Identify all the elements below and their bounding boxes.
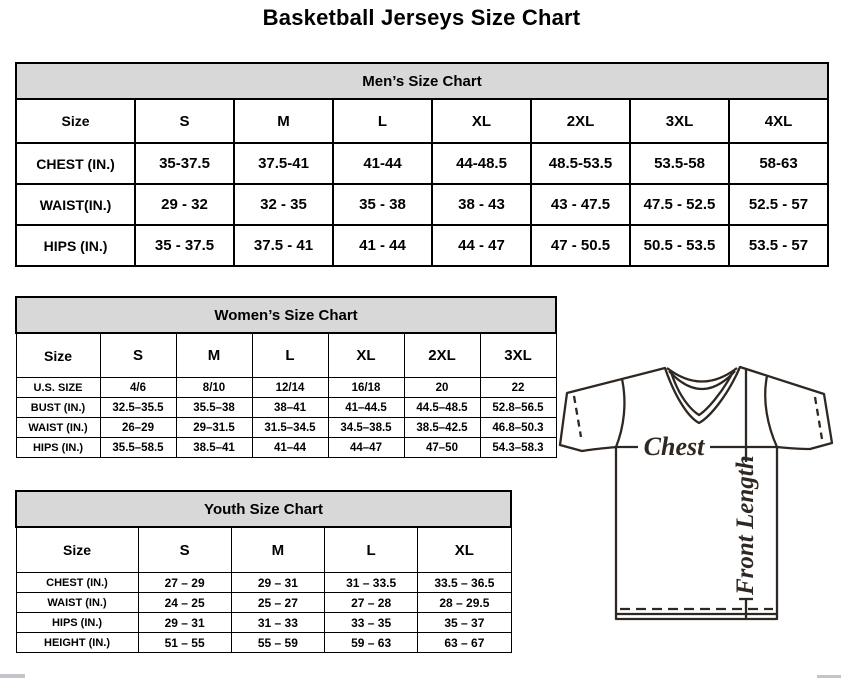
horizontal-scrollbar-fragment-left[interactable] [0, 674, 25, 678]
value-cell: 43 - 47.5 [531, 184, 630, 225]
size-header-cell: 2XL [531, 99, 630, 143]
row-label: U.S. SIZE [16, 378, 100, 398]
value-cell: 29 – 31 [231, 573, 324, 593]
row-label: HIPS (IN.) [16, 225, 135, 266]
measurement-row [16, 398, 556, 418]
measurement-row [16, 378, 556, 398]
value-cell: 32 - 35 [234, 184, 333, 225]
value-cell: 29 - 32 [135, 184, 234, 225]
jersey-outline [560, 367, 832, 619]
value-cell: 26–29 [100, 418, 176, 438]
page-title: Basketball Jerseys Size Chart [262, 5, 581, 30]
measurement-row [16, 225, 828, 266]
value-cell: 53.5 - 57 [729, 225, 828, 266]
measurement-row [16, 143, 828, 184]
value-cell: 47–50 [404, 438, 480, 458]
measurement-row [16, 573, 511, 593]
value-cell: 47.5 - 52.5 [630, 184, 729, 225]
jersey-measurement-diagram [556, 358, 843, 626]
size-header-row [16, 333, 556, 378]
row-label: CHEST (IN.) [16, 143, 135, 184]
size-label: Size [16, 99, 135, 143]
row-label: HEIGHT (IN.) [16, 633, 138, 653]
value-cell: 41 - 44 [333, 225, 432, 266]
value-cell: 27 – 29 [138, 573, 231, 593]
front-length-label: Front Length [732, 455, 759, 595]
row-label: HIPS (IN.) [16, 613, 138, 633]
size-header-cell: M [234, 99, 333, 143]
size-header-cell: S [135, 99, 234, 143]
size-header-cell: 2XL [404, 333, 480, 378]
womens-size-table [15, 296, 557, 458]
value-cell: 58-63 [729, 143, 828, 184]
size-label: Size [16, 527, 138, 573]
value-cell: 35 – 37 [418, 613, 511, 633]
chest-label: Chest [643, 432, 705, 461]
mens-size-table [15, 62, 829, 267]
value-cell: 29 – 31 [138, 613, 231, 633]
row-label: WAIST (IN.) [16, 418, 100, 438]
size-header-cell: 3XL [480, 333, 556, 378]
value-cell: 46.8–50.3 [480, 418, 556, 438]
value-cell: 44.5–48.5 [404, 398, 480, 418]
value-cell: 38.5–42.5 [404, 418, 480, 438]
size-header-cell: S [138, 527, 231, 573]
measurement-row [16, 184, 828, 225]
table-title: Women’s Size Chart [16, 297, 556, 333]
row-label: BUST (IN.) [16, 398, 100, 418]
value-cell: 51 – 55 [138, 633, 231, 653]
value-cell: 35-37.5 [135, 143, 234, 184]
value-cell: 53.5-58 [630, 143, 729, 184]
value-cell: 44–47 [328, 438, 404, 458]
size-header-cell: L [333, 99, 432, 143]
value-cell: 27 – 28 [325, 593, 418, 613]
value-cell: 35 - 37.5 [135, 225, 234, 266]
value-cell: 38.5–41 [176, 438, 252, 458]
value-cell: 31.5–34.5 [252, 418, 328, 438]
value-cell: 41-44 [333, 143, 432, 184]
value-cell: 35.5–38 [176, 398, 252, 418]
table-title-row [16, 297, 556, 333]
value-cell: 41–44.5 [328, 398, 404, 418]
value-cell: 25 – 27 [231, 593, 324, 613]
youth-size-table [15, 490, 512, 653]
measurement-row [16, 633, 511, 653]
size-header-cell: L [325, 527, 418, 573]
value-cell: 24 – 25 [138, 593, 231, 613]
size-header-cell: XL [328, 333, 404, 378]
value-cell: 31 – 33.5 [325, 573, 418, 593]
size-label: Size [16, 333, 100, 378]
value-cell: 50.5 - 53.5 [630, 225, 729, 266]
row-label: WAIST(IN.) [16, 184, 135, 225]
value-cell: 22 [480, 378, 556, 398]
value-cell: 63 – 67 [418, 633, 511, 653]
value-cell: 34.5–38.5 [328, 418, 404, 438]
size-header-cell: XL [418, 527, 511, 573]
measurement-row [16, 418, 556, 438]
measurement-row [16, 613, 511, 633]
value-cell: 12/14 [252, 378, 328, 398]
table-title-row [16, 491, 511, 527]
size-header-row [16, 527, 511, 573]
value-cell: 44 - 47 [432, 225, 531, 266]
row-label: WAIST (IN.) [16, 593, 138, 613]
value-cell: 52.8–56.5 [480, 398, 556, 418]
value-cell: 33 – 35 [325, 613, 418, 633]
value-cell: 55 – 59 [231, 633, 324, 653]
value-cell: 35 - 38 [333, 184, 432, 225]
measurement-row [16, 438, 556, 458]
table-title-row [16, 63, 828, 99]
horizontal-scrollbar-fragment-right[interactable] [817, 675, 841, 678]
value-cell: 35.5–58.5 [100, 438, 176, 458]
row-label: HIPS (IN.) [16, 438, 100, 458]
size-header-cell: S [100, 333, 176, 378]
size-header-cell: XL [432, 99, 531, 143]
value-cell: 33.5 – 36.5 [418, 573, 511, 593]
table-title: Men’s Size Chart [16, 63, 828, 99]
measurement-row [16, 593, 511, 613]
size-header-cell: 4XL [729, 99, 828, 143]
value-cell: 38–41 [252, 398, 328, 418]
value-cell: 37.5 - 41 [234, 225, 333, 266]
value-cell: 8/10 [176, 378, 252, 398]
value-cell: 32.5–35.5 [100, 398, 176, 418]
table-title: Youth Size Chart [16, 491, 511, 527]
size-header-cell: 3XL [630, 99, 729, 143]
value-cell: 47 - 50.5 [531, 225, 630, 266]
value-cell: 52.5 - 57 [729, 184, 828, 225]
size-header-cell: M [231, 527, 324, 573]
size-header-cell: M [176, 333, 252, 378]
value-cell: 29–31.5 [176, 418, 252, 438]
value-cell: 54.3–58.3 [480, 438, 556, 458]
value-cell: 59 – 63 [325, 633, 418, 653]
value-cell: 4/6 [100, 378, 176, 398]
value-cell: 16/18 [328, 378, 404, 398]
row-label: CHEST (IN.) [16, 573, 138, 593]
value-cell: 38 - 43 [432, 184, 531, 225]
size-header-cell: L [252, 333, 328, 378]
value-cell: 31 – 33 [231, 613, 324, 633]
value-cell: 37.5-41 [234, 143, 333, 184]
value-cell: 48.5-53.5 [531, 143, 630, 184]
value-cell: 28 – 29.5 [418, 593, 511, 613]
value-cell: 41–44 [252, 438, 328, 458]
value-cell: 20 [404, 378, 480, 398]
size-header-row [16, 99, 828, 143]
value-cell: 44-48.5 [432, 143, 531, 184]
